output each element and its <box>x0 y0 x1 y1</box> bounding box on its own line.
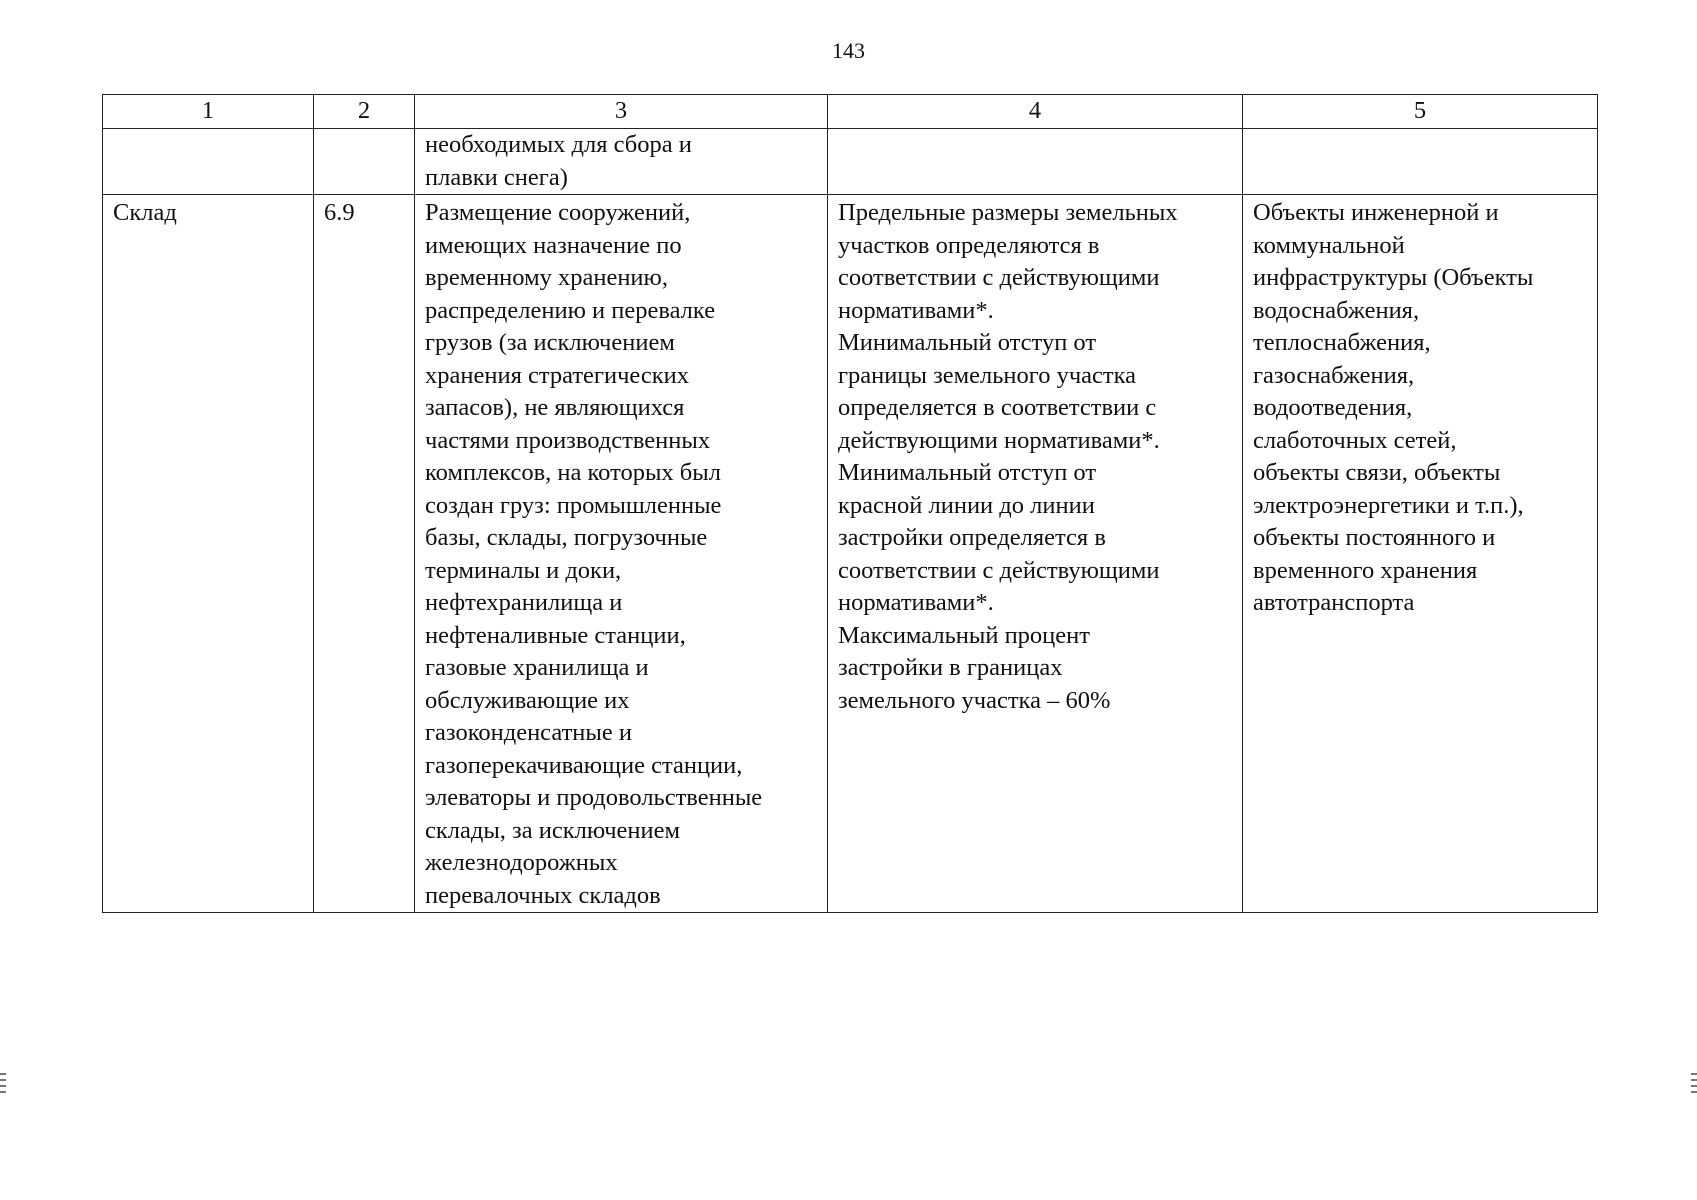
cell-use-code <box>314 129 415 195</box>
table-row-warehouse <box>103 195 1598 913</box>
cell-auxiliary-uses: Объекты инженерной и коммунальной инфраструктуры (Объекты водоснабжения, теплоснабжения, газоснабжения, водоотведения, слаботочных сетей, объекты связи, объекты электроэнергетики и т.п.), объекты постоянного и временного хранения автотранспорта <box>1243 195 1598 913</box>
column-number-3: 3 <box>415 95 828 129</box>
column-number-2: 2 <box>314 95 415 129</box>
column-number-5: 5 <box>1243 95 1598 129</box>
cell-parameters <box>828 129 1243 195</box>
column-number-4: 4 <box>828 95 1243 129</box>
cell-use-description: необходимых для сбора и плавки снега) <box>415 129 828 195</box>
right-scan-mark <box>1691 1073 1697 1093</box>
cell-auxiliary-uses <box>1243 129 1598 195</box>
page-number: 143 <box>832 38 865 63</box>
cell-parameters: Предельные размеры земельных участков определяются в соответствии с действующими нормативами*. Минимальный отступ от границы земельного участка определяется в соответствии с действующими нормативами*. Минимальный отступ от красной линии до линии застройки определяется в соответствии с действующими нормативами*. Максимальный процент застройки в границах земельного участка – 60% <box>828 195 1243 913</box>
cell-use-code: 6.9 <box>314 195 415 913</box>
table-header-row <box>103 95 1598 129</box>
cell-use-name <box>103 129 314 195</box>
cell-use-name: Склад <box>103 195 314 913</box>
document-table <box>102 94 1598 913</box>
column-number-1: 1 <box>103 95 314 129</box>
cell-use-description: Размещение сооружений, имеющих назначение по временному хранению, распределению и перевалке грузов (за исключением хранения стратегических запасов), не являющихся частями производственных комплексов, на которых был создан груз: промышленные базы, склады, погрузочные терминалы и доки, нефтехранилища и нефтеналивные станции, газовые хранилища и обслуживающие их газоконденсатные и газоперекачивающие станции, элеваторы и продовольственные склады, за исключением железнодорожных перевалочных складов <box>415 195 828 913</box>
left-scan-mark <box>0 1073 6 1093</box>
table-row-continuation <box>103 129 1598 195</box>
